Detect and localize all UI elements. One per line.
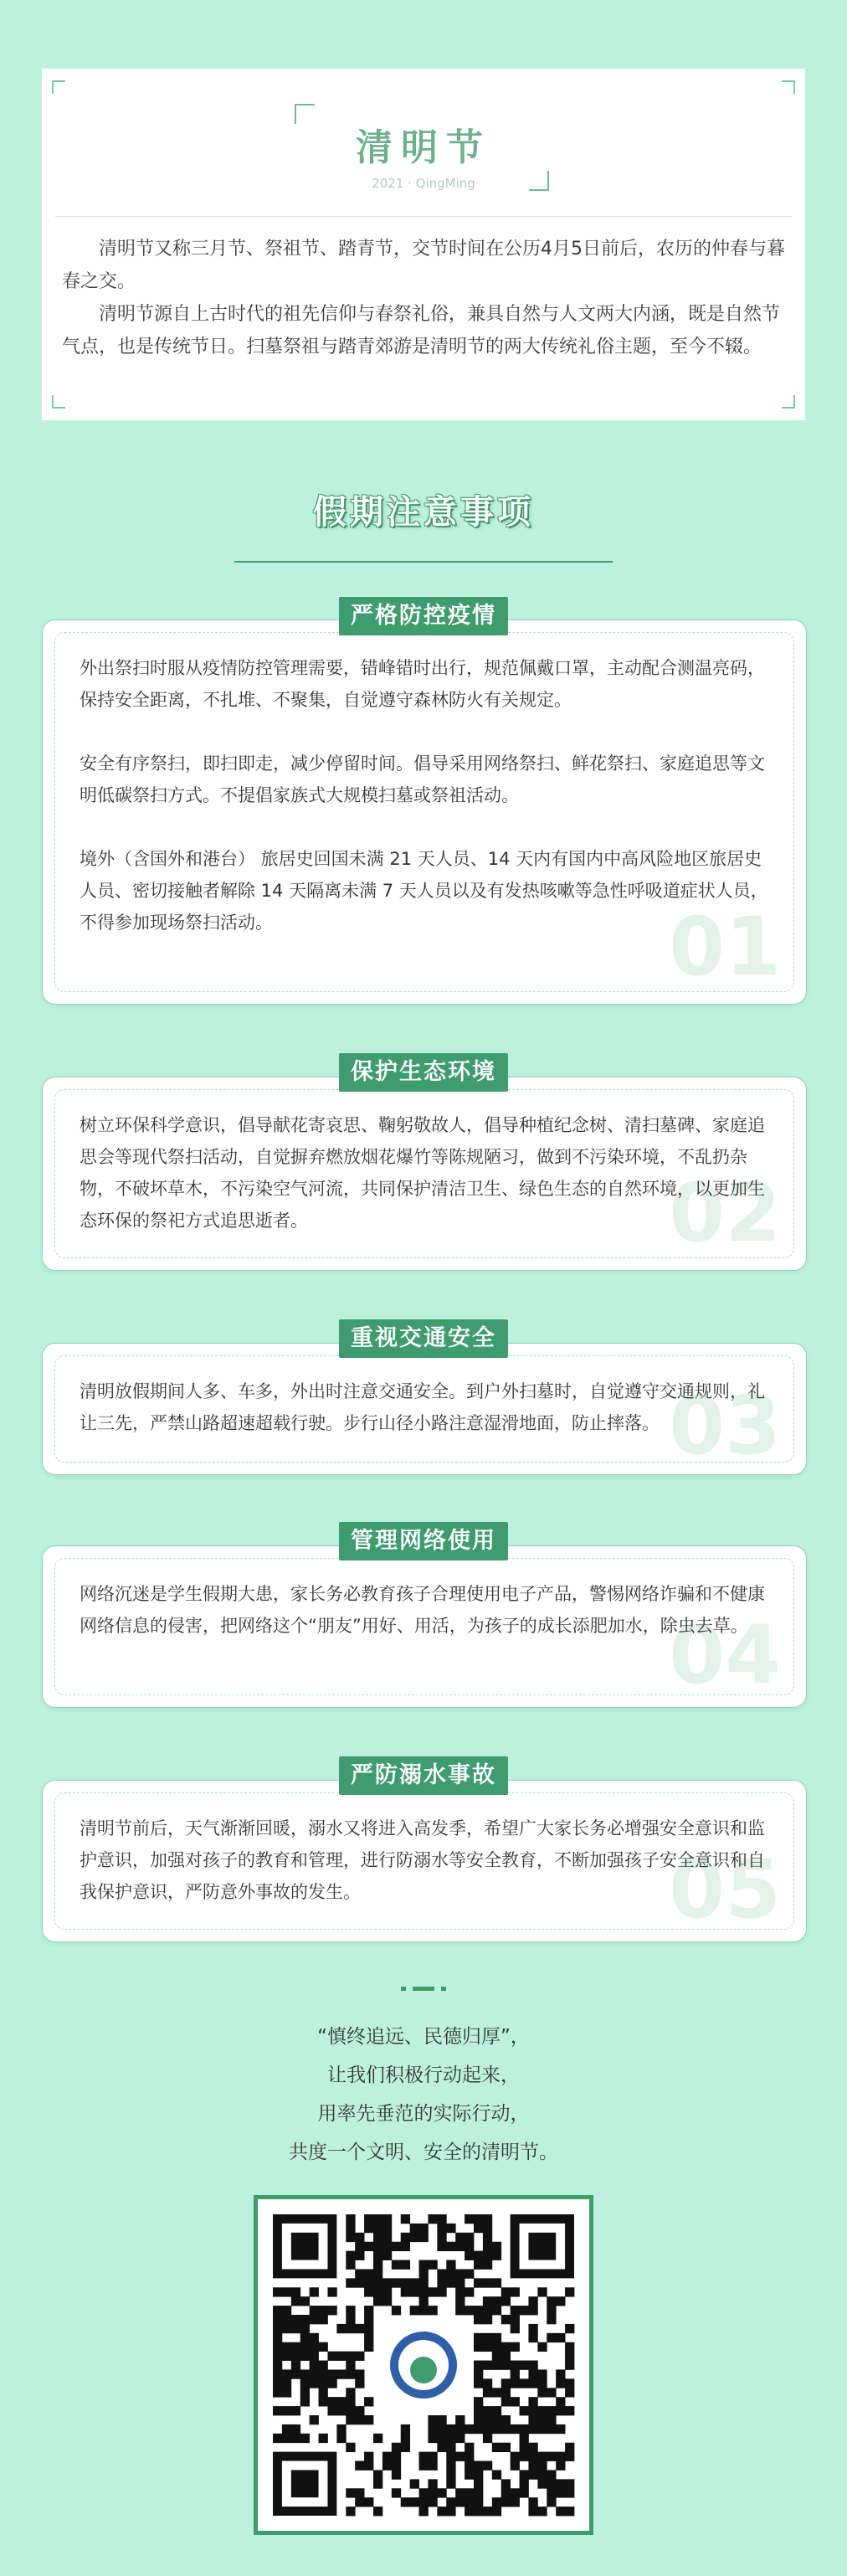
page-subtitle: 2021 · QingMing xyxy=(372,176,475,191)
dash xyxy=(413,1987,434,1991)
corner-decoration xyxy=(782,395,795,409)
section-heading: 假期注意事项 xyxy=(313,493,534,532)
badge-row xyxy=(0,1319,847,1358)
card-paragraph: 外出祭扫时服从疫情防控管理需要，错峰错时出行，规范佩戴口罩，主动配合测温亮码，保持安全距离，不扎堆、不聚集，自觉遵守森林防火有关规定。 xyxy=(80,658,765,710)
intro-card xyxy=(42,69,805,420)
corner-decoration xyxy=(52,395,65,409)
card-paragraph: 树立环保科学意识，倡导献花寄哀思、鞠躬敬故人，倡导种植纪念树、清扫墓碑、家庭追思会等现代祭扫活动，自觉摒弃燃放烟花爆竹等陈规陋习，做到不污染环境，不乱扔杂物，不破坏草木，不污染空气河流，共同保护清洁卫生、绿色生态的自然环境，以更加生态环保的祭祀方式追思逝者。 xyxy=(80,1115,765,1231)
intro-paragraph: 清明节源自上古时代的祖先信仰与春祭礼俗，兼具自然与人文两大内涵，既是自然节气点，也是传统节日。扫墓祭祖与踏青郊游是清明节的两大传统礼俗主题，至今不辍。 xyxy=(62,304,781,357)
closing-line: 用率先垂范的实际行动， xyxy=(317,2103,530,2125)
card-paragraph: 网络沉迷是学生假期大患，家长务必教育孩子合理使用电子产品，警惕网络诈骗和不健康网络信息的侵害，把网络这个“朋友”用好、用活，为孩子的成长添肥加水，除虫去草。 xyxy=(80,1584,765,1636)
closing-text xyxy=(0,2018,847,2172)
closing-line: 共度一个文明、安全的清明节。 xyxy=(289,2142,558,2163)
divider-dots xyxy=(0,1980,847,1996)
section-badge: 严防溺水事故 xyxy=(339,1756,508,1795)
section-badge: 重视交通安全 xyxy=(339,1319,508,1358)
closing-line: “慎终追远、民德归厚”， xyxy=(317,2026,530,2048)
card-text xyxy=(80,1109,773,1237)
card-paragraph: 境外（含国外和港台） 旅居史回国未满 21 天人员、14 天内有国内中高风险地区旅居史人员、密切接触者解除 14 天隔离未满 7 天人员以及有发热咳嗽等急性呼吸道症状人员，不得参加现场祭扫活动。 xyxy=(80,849,768,933)
badge-row xyxy=(0,1522,847,1561)
qr-code-icon[interactable] xyxy=(258,2199,589,2531)
corner-decoration xyxy=(782,80,795,94)
heading-underline xyxy=(234,561,613,563)
notice-card-internet xyxy=(42,1545,807,1708)
section-badge: 保护生态环境 xyxy=(339,1053,508,1092)
card-number: 04 xyxy=(669,1608,781,1702)
dot xyxy=(401,1987,406,1991)
dot xyxy=(441,1987,446,1991)
card-text xyxy=(80,1578,773,1642)
card-text xyxy=(80,1375,773,1439)
section-badge: 严格防控疫情 xyxy=(339,597,508,635)
card-paragraph: 安全有序祭扫，即扫即走，减少停留时间。倡导采用网络祭扫、鲜花祭扫、家庭追思等文明低碳祭扫方式。不提倡家族式大规模扫墓或祭祖活动。 xyxy=(80,753,765,805)
badge-row xyxy=(0,597,847,635)
card-number: 05 xyxy=(669,1843,781,1936)
closing-line: 让我们积极行动起来， xyxy=(327,2064,520,2086)
divider xyxy=(55,216,792,217)
corner-decoration xyxy=(52,80,65,94)
badge-row xyxy=(0,1053,847,1092)
card-paragraph: 清明放假期间人多、车多，外出时注意交通安全。到户外扫墓时，自觉遵守交通规则，礼让三先，严禁山路超速超载行驶。步行山径小路注意湿滑地面，防止摔落。 xyxy=(80,1381,765,1433)
qr-code-frame[interactable] xyxy=(254,2195,593,2535)
badge-row xyxy=(0,1756,847,1795)
notice-card-drowning xyxy=(42,1780,807,1942)
notice-card-traffic xyxy=(42,1343,807,1475)
page-title: 清明节 xyxy=(356,126,491,169)
card-paragraph: 清明节前后，天气渐渐回暖，溺水又将进入高发季，希望广大家长务必增强安全意识和监护意识，加强对孩子的教育和管理，进行防溺水等安全教育，不断加强孩子安全意识和自我保护意识，严防意外事故的发生。 xyxy=(80,1818,765,1902)
card-text xyxy=(80,652,773,938)
notice-card-epidemic xyxy=(42,620,807,1005)
card-number: 02 xyxy=(669,1166,781,1260)
card-text xyxy=(80,1812,773,1908)
intro-text xyxy=(62,233,787,363)
notice-card-ecology xyxy=(42,1077,807,1271)
intro-paragraph: 清明节又称三月节、祭祖节、踏青节，交节时间在公历4月5日前后，农历的仲春与暮春之交。 xyxy=(62,239,785,292)
section-badge: 管理网络使用 xyxy=(339,1522,508,1561)
card-number: 03 xyxy=(669,1379,781,1473)
card-number: 01 xyxy=(669,900,781,994)
